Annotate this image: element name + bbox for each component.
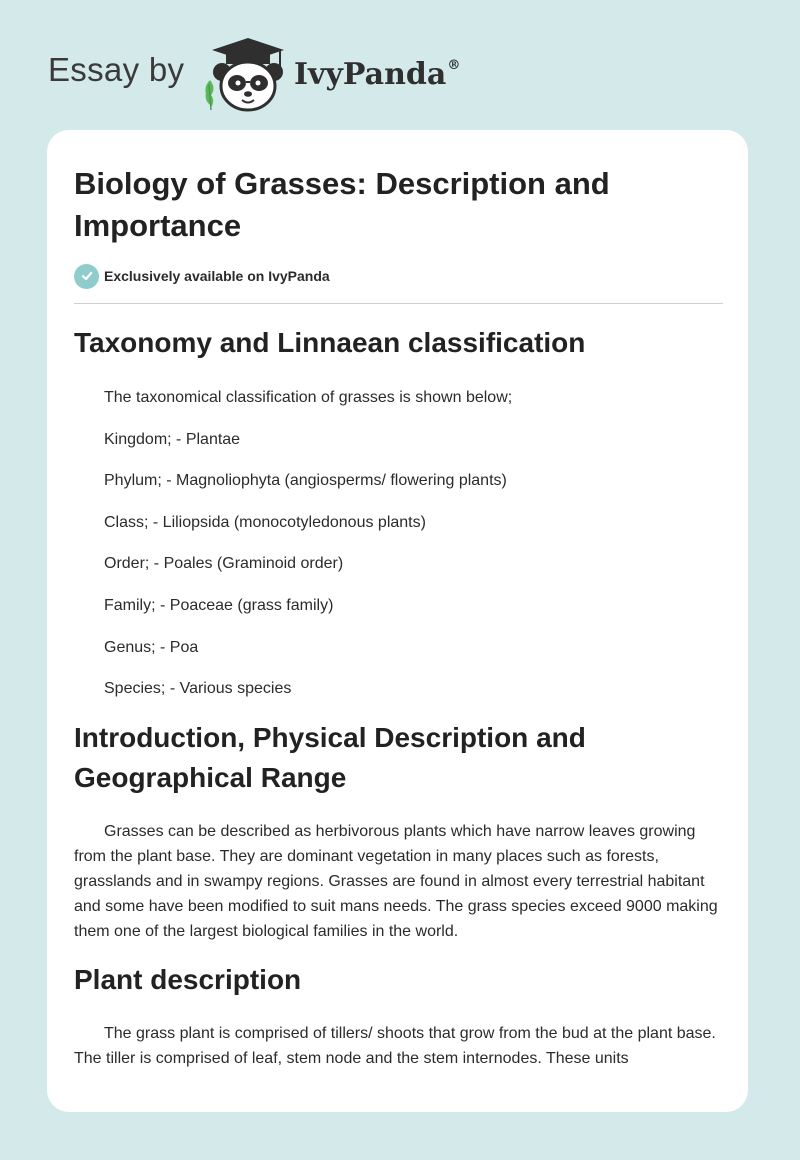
section-heading-introduction: Introduction, Physical Description and Geographical Range	[74, 722, 586, 793]
taxonomy-family: Family; - Poaceae (grass family)	[104, 597, 334, 614]
section-heading-plant-description: Plant description	[74, 964, 302, 995]
registered-mark: ®	[447, 58, 461, 73]
section-heading-taxonomy: Taxonomy and Linnaean classification	[74, 327, 586, 358]
site-header	[48, 30, 548, 110]
taxonomy-class: Class; - Liliopsida (monocotyledonous plants)	[104, 514, 426, 531]
article-card	[47, 130, 748, 1112]
brand-name[interactable]: IvyPanda®	[294, 57, 461, 92]
taxonomy-intro: The taxonomical classification of grasses is shown below;	[104, 389, 513, 406]
page-title: Biology of Grasses: Description and Importance	[74, 166, 610, 243]
exclusive-label: Exclusively available on IvyPanda	[104, 268, 330, 284]
taxonomy-kingdom: Kingdom; - Plantae	[104, 431, 241, 448]
panda-graduate-logo-icon[interactable]	[200, 34, 290, 114]
introduction-paragraph: Grasses can be described as herbivorous plants which have narrow leaves growing from the plant base. They are dominant vegetation in many places such as forests, grasslands and in swampy regions. Grasses are found in almost every terrestrial habitant and some have been modified to suit mans needs. The grass species exceed 9000 making them one of the largest biological families in the world.	[74, 823, 718, 940]
essay-by-label: Essay by	[48, 51, 185, 88]
taxonomy-species: Species; - Various species	[104, 680, 292, 697]
plant-description-paragraph: The grass plant is comprised of tillers/ shoots that grow from the bud at the plant base. The tiller is comprised of leaf, stem node and the stem internodes. These units	[74, 1025, 716, 1067]
divider	[74, 303, 723, 304]
exclusive-badge	[74, 262, 330, 290]
taxonomy-order: Order; - Poales (Graminoid order)	[104, 555, 344, 572]
check-circle-icon	[74, 264, 99, 289]
taxonomy-genus: Genus; - Poa	[104, 639, 199, 656]
taxonomy-phylum: Phylum; - Magnoliophyta (angiosperms/ flowering plants)	[104, 472, 507, 489]
